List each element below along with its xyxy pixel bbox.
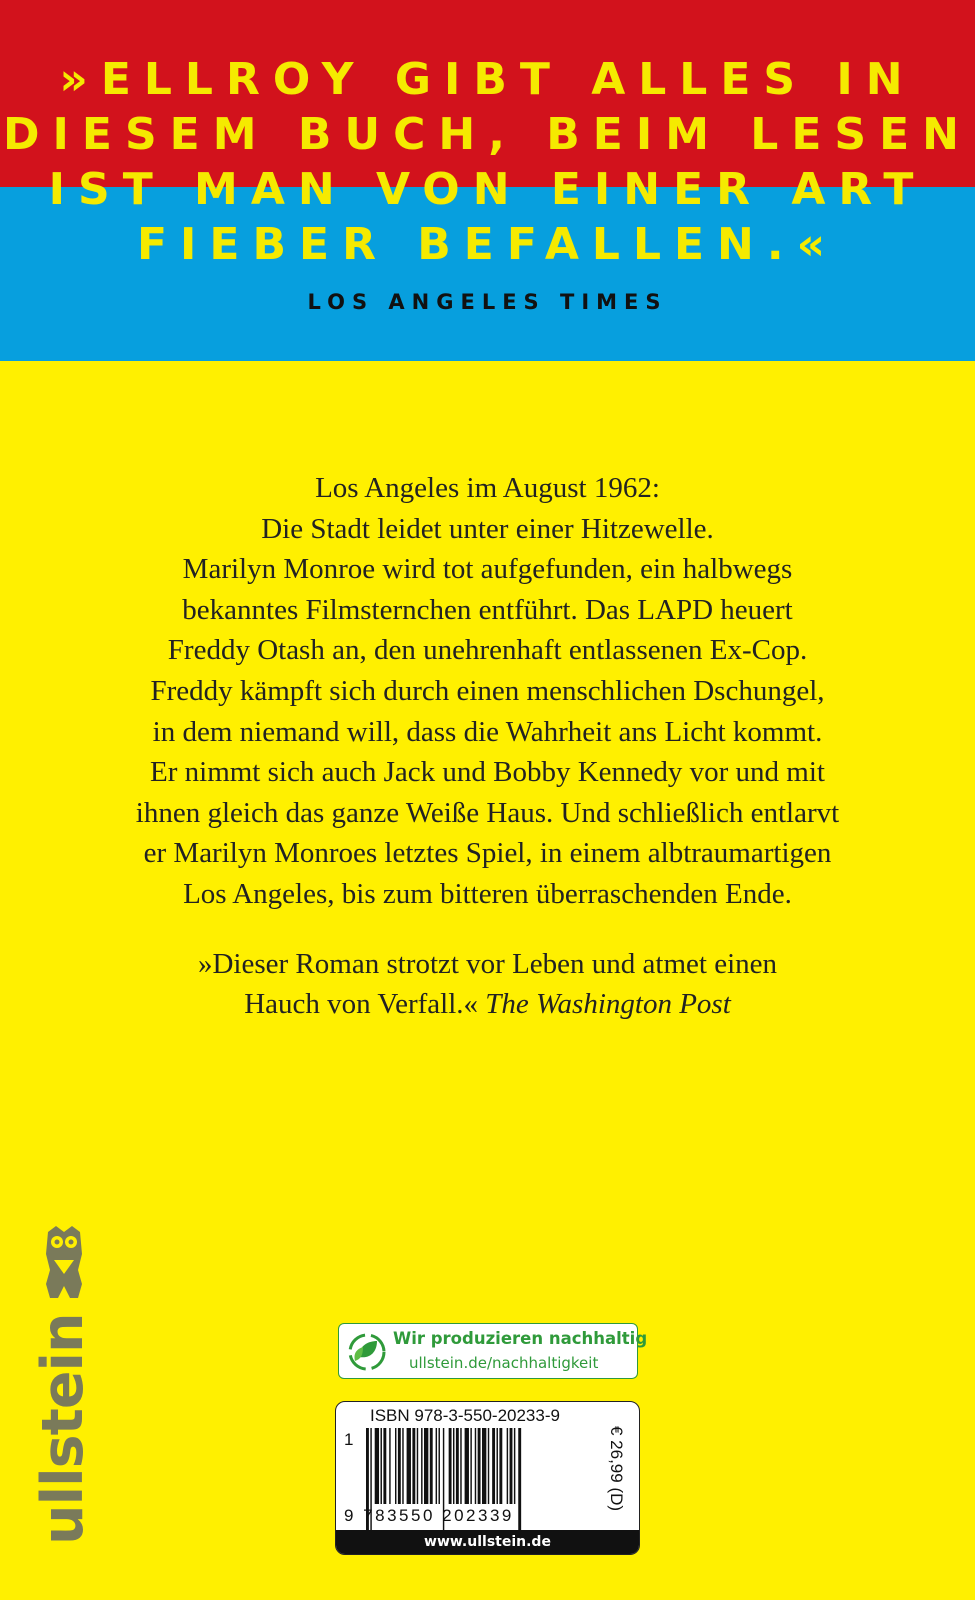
barcode-bar [402,1428,403,1504]
barcode-bar [424,1428,428,1504]
review-line [60,984,915,1024]
publisher-name: ullstein [30,1313,96,1545]
barcode-bar [514,1428,515,1504]
barcode-first-digit: 1 [344,1430,354,1449]
headline-quote-line: DIESEM BUCH, BEIM LESEN [3,109,972,160]
price: € 26,99 (D) [607,1426,626,1512]
book-blurb [60,468,915,915]
blurb-line: Marilyn Monroe wird tot aufgefunden, ein halbwegs [182,553,793,586]
blurb-line: Die Stadt leidet unter einer Hitzewelle. [261,512,714,545]
isbn-text: ISBN 978-3-550-20233-9 [370,1406,560,1425]
headline-quote [0,52,975,272]
barcode-bar [456,1428,459,1504]
blurb-line: bekanntes Filmsternchen entführt. Das LAPD heuert [182,593,793,626]
review-line: »Dieser Roman strotzt vor Leben und atmet einen [197,948,778,980]
barcode-bar [470,1428,471,1504]
blurb-line: ihnen gleich das ganze Weiße Haus. Und schließlich entlarvt [135,796,840,829]
blurb-line: Los Angeles, bis zum bitteren überraschenden Ende. [183,877,792,910]
barcode-bar [430,1428,433,1504]
barcode-bar [460,1428,461,1504]
barcode-bar [389,1428,390,1504]
barcode-bar [421,1428,422,1504]
barcode-bar [465,1428,469,1504]
headline-quote-source: LOS ANGELES TIMES [307,290,668,314]
press-review [60,944,915,1024]
blurb-line: Los Angeles im August 1962: [315,472,660,504]
barcode-bar [478,1428,481,1504]
eco-badge [338,1323,648,1379]
blurb-line: Freddy Otash an, den unehrenhaft entlassenen Ex-Cop. [167,634,808,667]
owl-icon [42,1224,86,1300]
barcode-bar [499,1428,502,1504]
barcode-bar [492,1428,495,1504]
barcode-bar [407,1428,411,1504]
leaf-recycle-icon [345,1331,389,1373]
website-url: www.ullstein.de [336,1530,639,1554]
barcode-bar [497,1428,498,1504]
barcode-bar [383,1428,386,1504]
barcode-bar [488,1428,489,1504]
barcode-bar [398,1428,401,1504]
barcode-bar [439,1428,440,1504]
barcode-bar [417,1428,418,1504]
eco-badge-url: ullstein.de/nachhaltigkeit [409,1354,599,1372]
barcode-bar [510,1428,513,1504]
headline-quote-line: IST MAN VON EINER ART [48,164,927,215]
barcode-bar [436,1428,437,1504]
barcode-bar [375,1428,379,1504]
barcode-bar [449,1428,452,1504]
barcode-bar [395,1428,396,1504]
barcode-digits: 9 783550 202339 [344,1506,514,1525]
barcode-bar [412,1428,415,1504]
headline-quote-line: »ELLROY GIBT ALLES IN [59,54,916,105]
barcode-box [335,1401,640,1555]
blurb-line: Freddy kämpft sich durch einen menschlichen Dschungel, [150,674,825,707]
barcode-bar [381,1428,382,1504]
eco-badge-title: Wir produzieren nachhaltig [393,1329,648,1348]
headline-quote-line: FIEBER BEFALLEN.« [136,219,839,270]
blurb-line: er Marilyn Monroes letztes Spiel, in einem albtraumartigen [143,837,832,870]
blurb-line: in dem niemand will, dass die Wahrheit ans Licht kommt. [152,715,823,748]
barcode-bar [482,1428,486,1504]
review-source: The Washington Post [485,988,731,1020]
barcode-bar [453,1428,454,1504]
barcode-bar [518,1428,521,1530]
review-text: Hauch von Verfall.« [244,988,479,1020]
barcode-bar [507,1428,508,1504]
blurb-line: Er nimmt sich auch Jack und Bobby Kennedy vor und mit [150,756,825,789]
barcode-bar [475,1428,476,1504]
